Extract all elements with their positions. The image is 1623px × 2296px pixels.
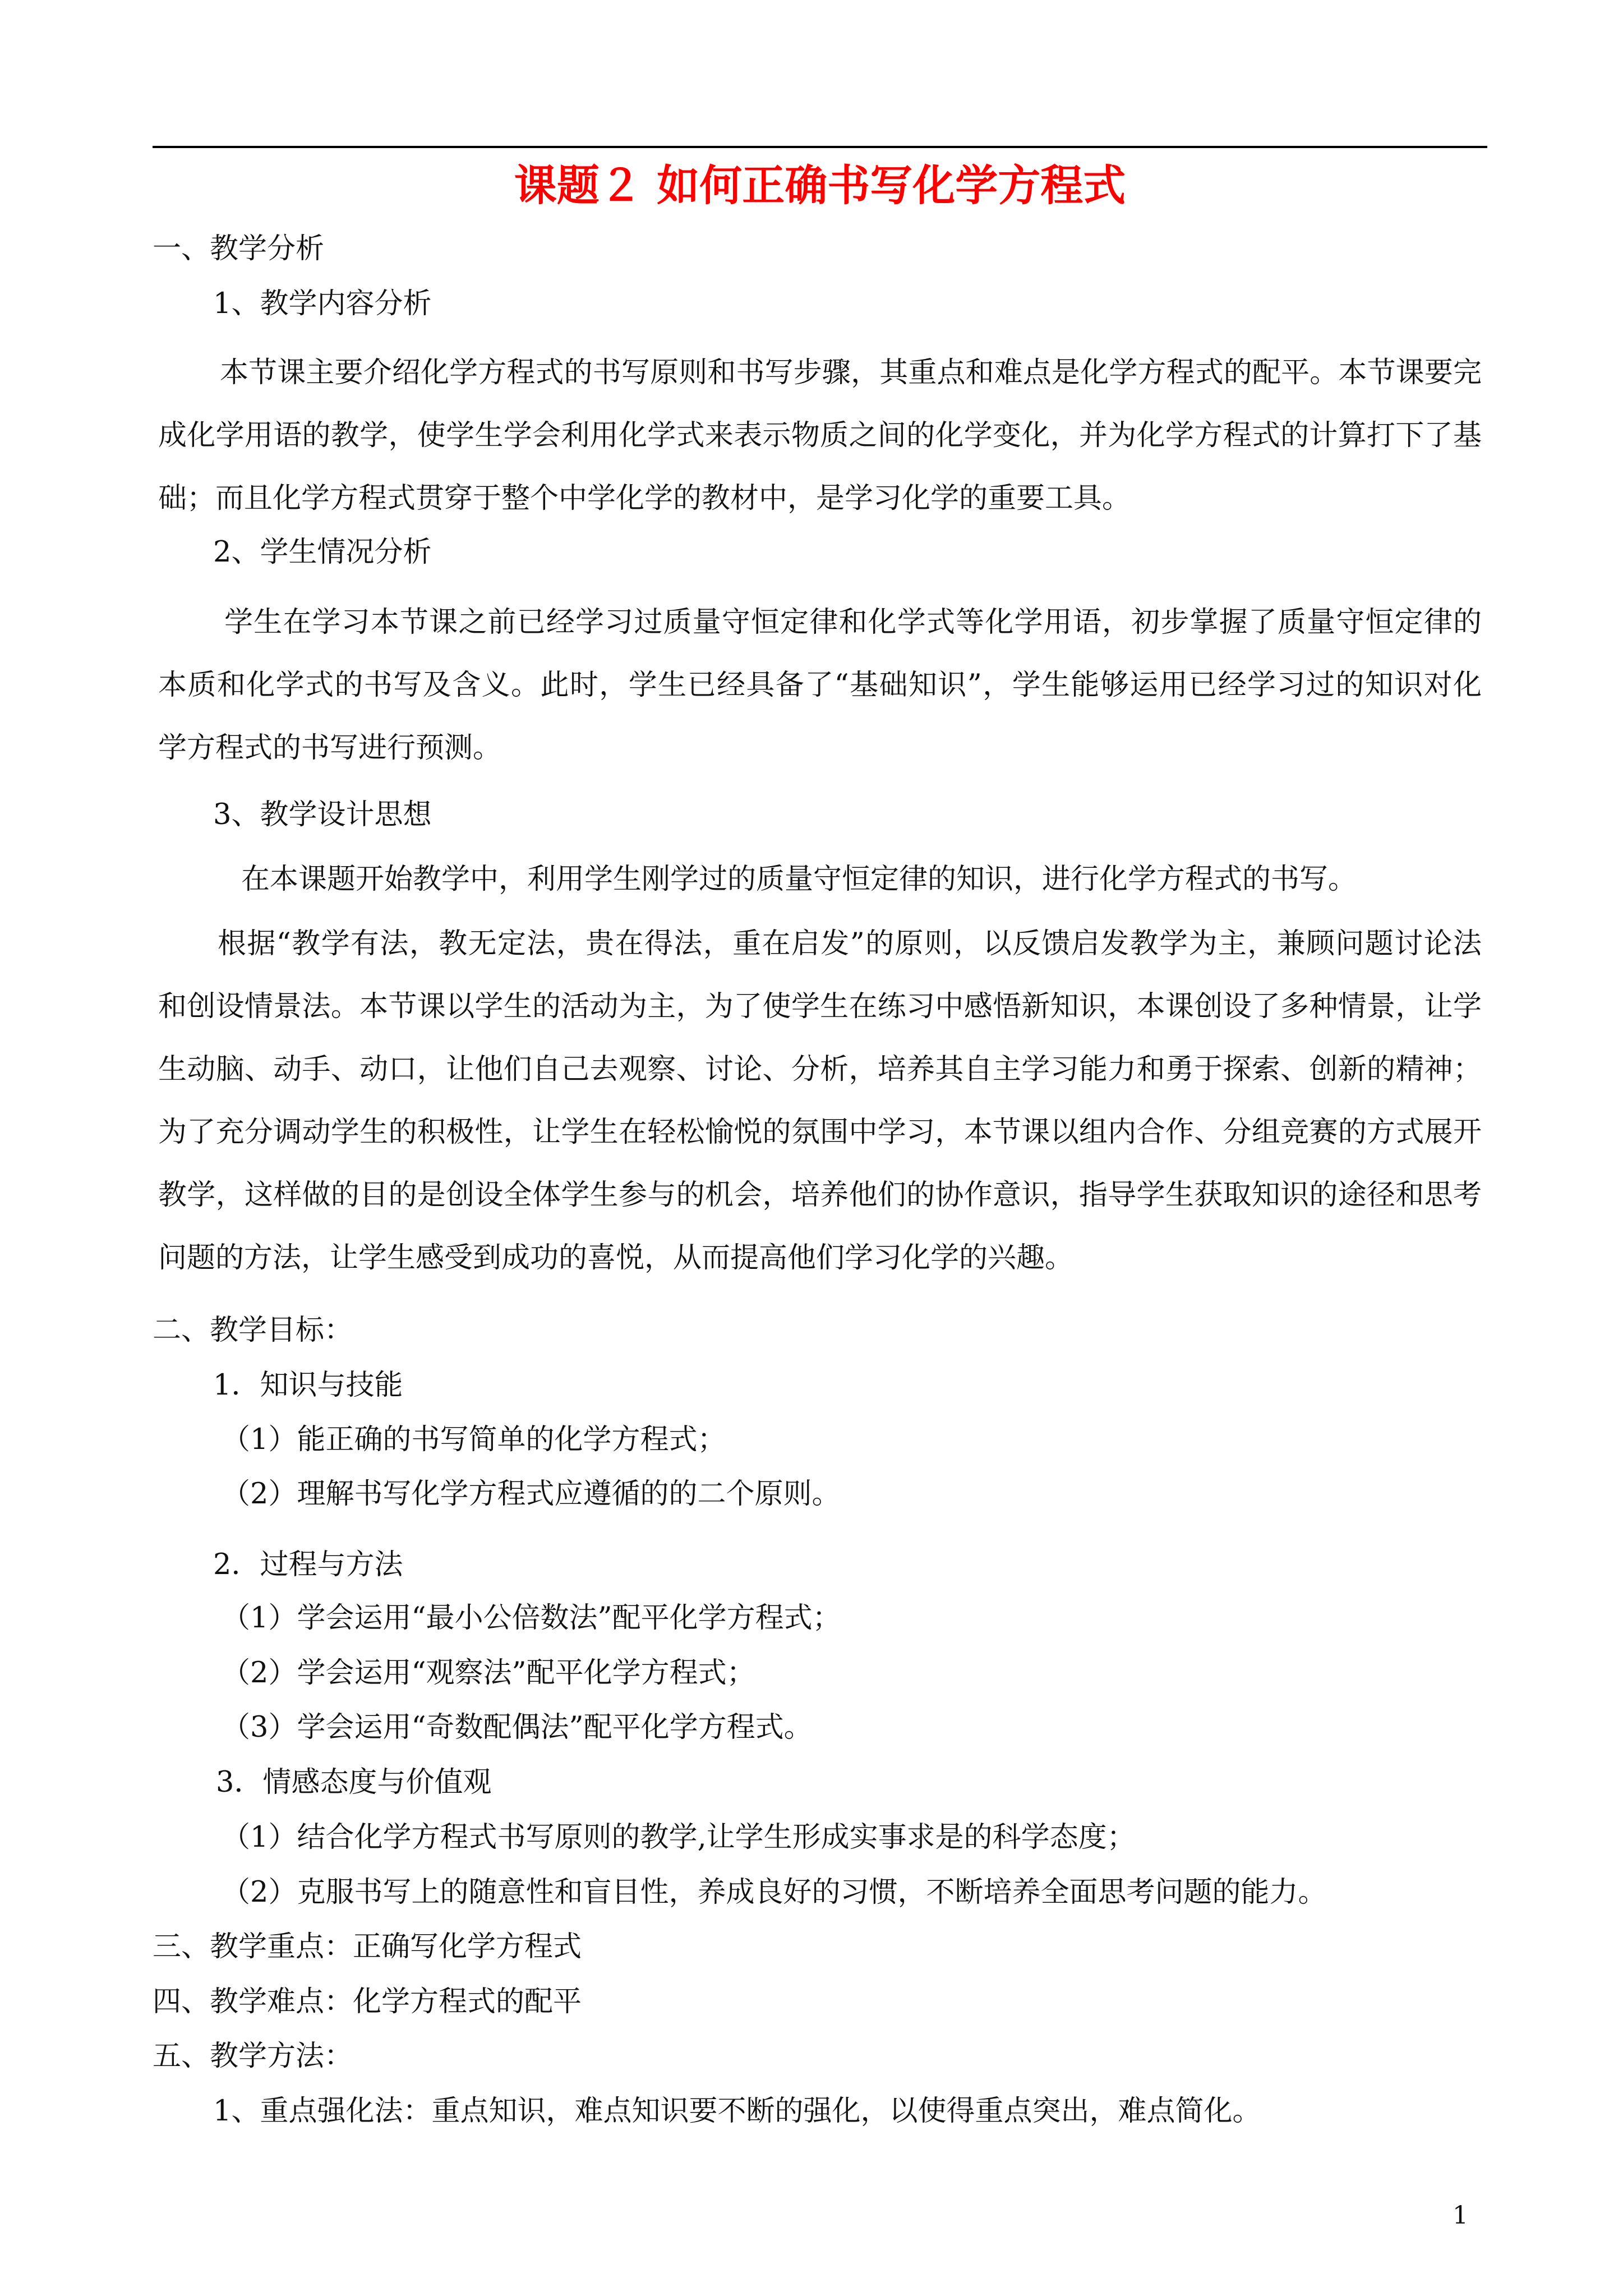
section-3-key-point: 三、教学重点：正确写化学方程式 xyxy=(153,1930,582,1963)
paragraph-line: 和创设情景法。本节课以学生的活动为主，为了使学生在练习中感悟新知识，本课创设了多种情景，让学 xyxy=(158,990,1482,1023)
paragraph-line: 本节课主要介绍化学方程式的书写原则和书写步骤，其重点和难点是化学方程式的配平。本节课要完 xyxy=(220,356,1482,389)
paragraph-line: 学方程式的书写进行预测。 xyxy=(158,731,502,765)
objective-item: （1）能正确的书写简单的化学方程式； xyxy=(222,1423,726,1456)
section-2-2-heading: 2．过程与方法 xyxy=(213,1548,403,1581)
paragraph-line: 根据“教学有法，教无定法，贵在得法，重在启发”的原则，以反馈启发教学为主，兼顾问题讨论法 xyxy=(218,927,1482,960)
objective-item: （2）理解书写化学方程式应遵循的的二个原则。 xyxy=(222,1478,841,1511)
section-1-3-paragraph-2 xyxy=(158,927,1482,1286)
objective-item: （3）学会运用“奇数配偶法”配平化学方程式。 xyxy=(222,1711,813,1744)
objective-item: （1）学会运用“最小公倍数法”配平化学方程式； xyxy=(222,1602,841,1635)
section-1-1-paragraph xyxy=(158,356,1482,519)
page-number: 1 xyxy=(1453,2201,1468,2230)
objective-item: （1）结合化学方程式书写原则的教学,让学生形成实事求是的科学态度； xyxy=(222,1821,1136,1854)
section-4-difficulty: 四、教学难点：化学方程式的配平 xyxy=(153,1985,582,2018)
paragraph-line: 问题的方法，让学生感受到成功的喜悦，从而提高他们学习化学的兴趣。 xyxy=(158,1241,1074,1274)
section-1-1-heading: 1、教学内容分析 xyxy=(213,287,432,320)
section-1-2-heading: 2、学生情况分析 xyxy=(213,536,432,569)
section-2-3-heading: 3．情感态度与价值观 xyxy=(216,1766,492,1799)
section-1-2-paragraph xyxy=(158,606,1482,769)
paragraph-line: 为了充分调动学生的积极性，让学生在轻松愉悦的氛围中学习，本节课以组内合作、分组竞赛的方式展开 xyxy=(158,1116,1482,1149)
section-2-heading: 二、教学目标： xyxy=(153,1314,353,1347)
paragraph-line: 础；而且化学方程式贯穿于整个中学化学的教材中，是学习化学的重要工具。 xyxy=(158,482,1131,515)
paragraph-line: 生动脑、动手、动口，让他们自己去观察、讨论、分析，培养其自主学习能力和勇于探索、创新的精神； xyxy=(158,1053,1482,1086)
paragraph-line: 学生在学习本节课之前已经学习过质量守恒定律和化学式等化学用语，初步掌握了质量守恒定律的 xyxy=(224,606,1482,639)
objective-item: （2）克服书写上的随意性和盲目性，养成良好的习惯，不断培养全面思考问题的能力。 xyxy=(222,1876,1327,1909)
paragraph-line: 教学，这样做的目的是创设全体学生参与的机会，培养他们的协作意识，指导学生获取知识的途径和思考 xyxy=(158,1179,1482,1212)
section-2-1-heading: 1．知识与技能 xyxy=(213,1369,403,1402)
section-1-heading: 一、教学分析 xyxy=(153,232,325,265)
document-title: 课题２ 如何正确书写化学方程式 xyxy=(514,160,1126,210)
paragraph-line: 成化学用语的教学，使学生学会利用化学式来表示物质之间的化学变化，并为化学方程式的计算打下了基 xyxy=(158,419,1482,452)
section-5-heading: 五、教学方法： xyxy=(153,2040,353,2073)
section-1-3-paragraph-1: 在本课题开始教学中，利用学生刚学过的质量守恒定律的知识，进行化学方程式的书写。 xyxy=(241,863,1357,896)
paragraph-line: 本质和化学式的书写及含义。此时，学生已经具备了“基础知识”，学生能够运用已经学习过的知识对化 xyxy=(158,669,1482,702)
header-rule xyxy=(153,146,1487,148)
section-1-3-heading: 3、教学设计思想 xyxy=(213,798,432,831)
section-5-item: 1、重点强化法：重点知识，难点知识要不断的强化，以使得重点突出，难点简化。 xyxy=(213,2095,1261,2128)
objective-item: （2）学会运用“观察法”配平化学方程式； xyxy=(222,1657,755,1690)
